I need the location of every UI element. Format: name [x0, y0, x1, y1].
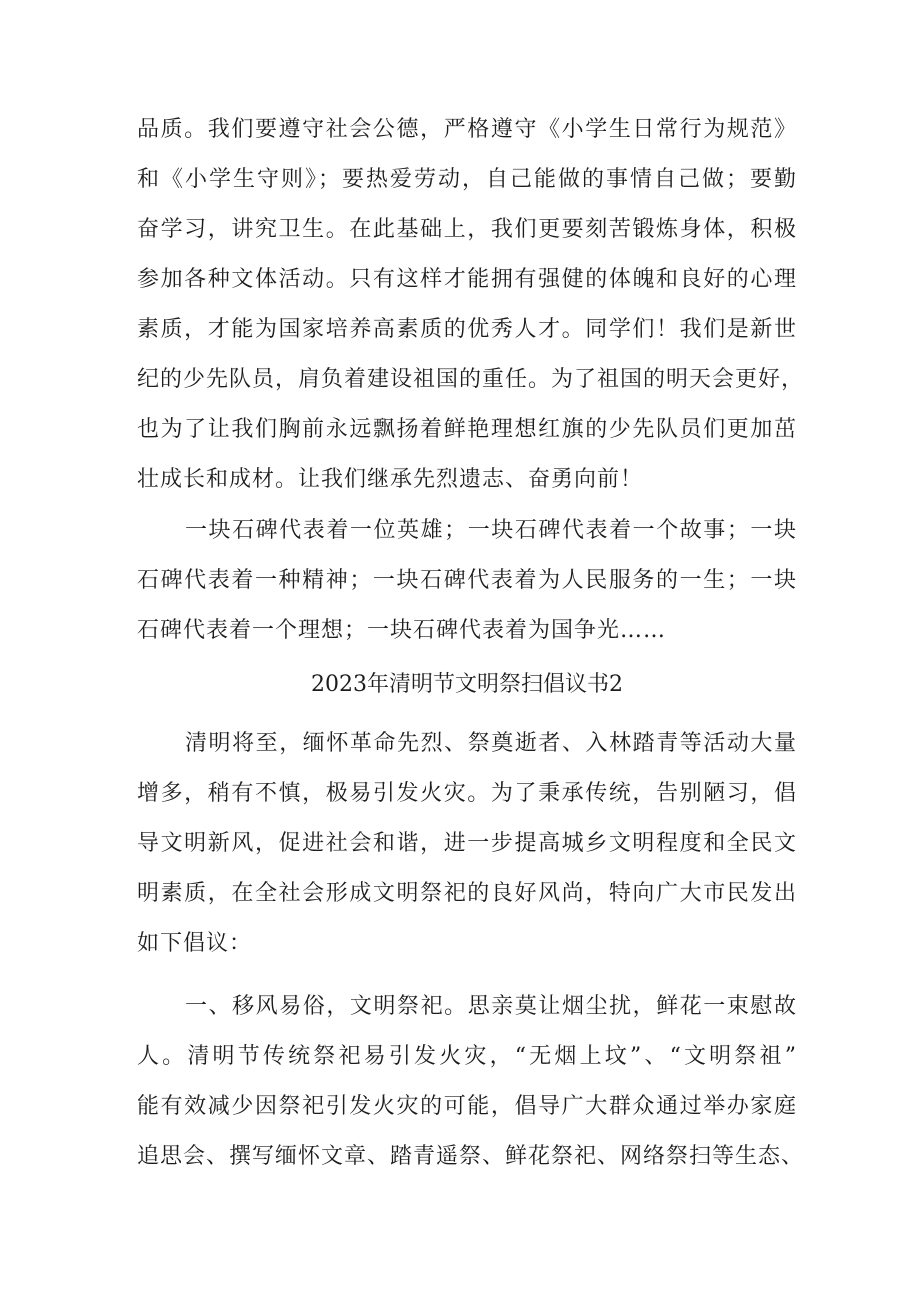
text-line: 壮成长和成材。让我们继承先烈遗志、奋勇向前！ — [137, 467, 644, 492]
text-line: 明素质，在全社会形成文明祭祀的良好风尚，特向广大市民发出 — [137, 881, 797, 906]
text-line: 如下倡议： — [137, 931, 253, 956]
text-line: 素质，才能为国家培养高素质的优秀人才。同学们！我们是新世 — [137, 317, 797, 342]
text-line: 能有效减少因祭祀引发火灾的可能，倡导广大群众通过举办家庭 — [137, 1094, 797, 1119]
text-line: 一块石碑代表着一位英雄；一块石碑代表着一个故事；一块 — [185, 518, 797, 543]
text-line: 石碑代表着一种精神；一块石碑代表着为人民服务的一生；一块 — [137, 568, 797, 593]
text-line: 追思会、撰写缅怀文章、踏青遥祭、鲜花祭祀、网络祭扫等生态、 — [137, 1144, 805, 1169]
text-line: 品质。我们要遵守社会公德，严格遵守《小学生日常行为规范》 — [137, 117, 797, 142]
text-line: 石碑代表着一个理想；一块石碑代表着为国争光…… — [137, 618, 667, 643]
text-line: 纪的少先队员，肩负着建设祖国的重任。为了祖国的明天会更好， — [137, 367, 805, 392]
text-line: 奋学习，讲究卫生。在此基础上，我们更要刻苦锻炼身体，积极 — [137, 217, 797, 242]
text-line: 增多，稍有不慎，极易引发火灾。为了秉承传统，告别陋习，倡 — [137, 781, 797, 806]
text-line: 一、移风易俗，文明祭祀。思亲莫让烟尘扰，鲜花一束慰故 — [185, 994, 797, 1019]
text-line: 和《小学生守则》；要热爱劳动，自己能做的事情自己做；要勤 — [137, 167, 797, 192]
text-line: 清明将至，缅怀革命先烈、祭奠逝者、入林踏青等活动大量 — [185, 731, 797, 756]
text-line: 导文明新风，促进社会和谐，进一步提高城乡文明程度和全民文 — [137, 831, 797, 856]
text-line: 参加各种文体活动。只有这样才能拥有强健的体魄和良好的心理 — [137, 267, 797, 292]
text-line: 也为了让我们胸前永远飘扬着鲜艳理想红旗的少先队员们更加茁 — [137, 417, 797, 442]
text-line: 人。清明节传统祭祀易引发火灾，“无烟上坟”、“文明祭祖” — [137, 1044, 797, 1069]
section-heading: 2023年清明节文明祭扫倡议书2 — [311, 672, 623, 697]
